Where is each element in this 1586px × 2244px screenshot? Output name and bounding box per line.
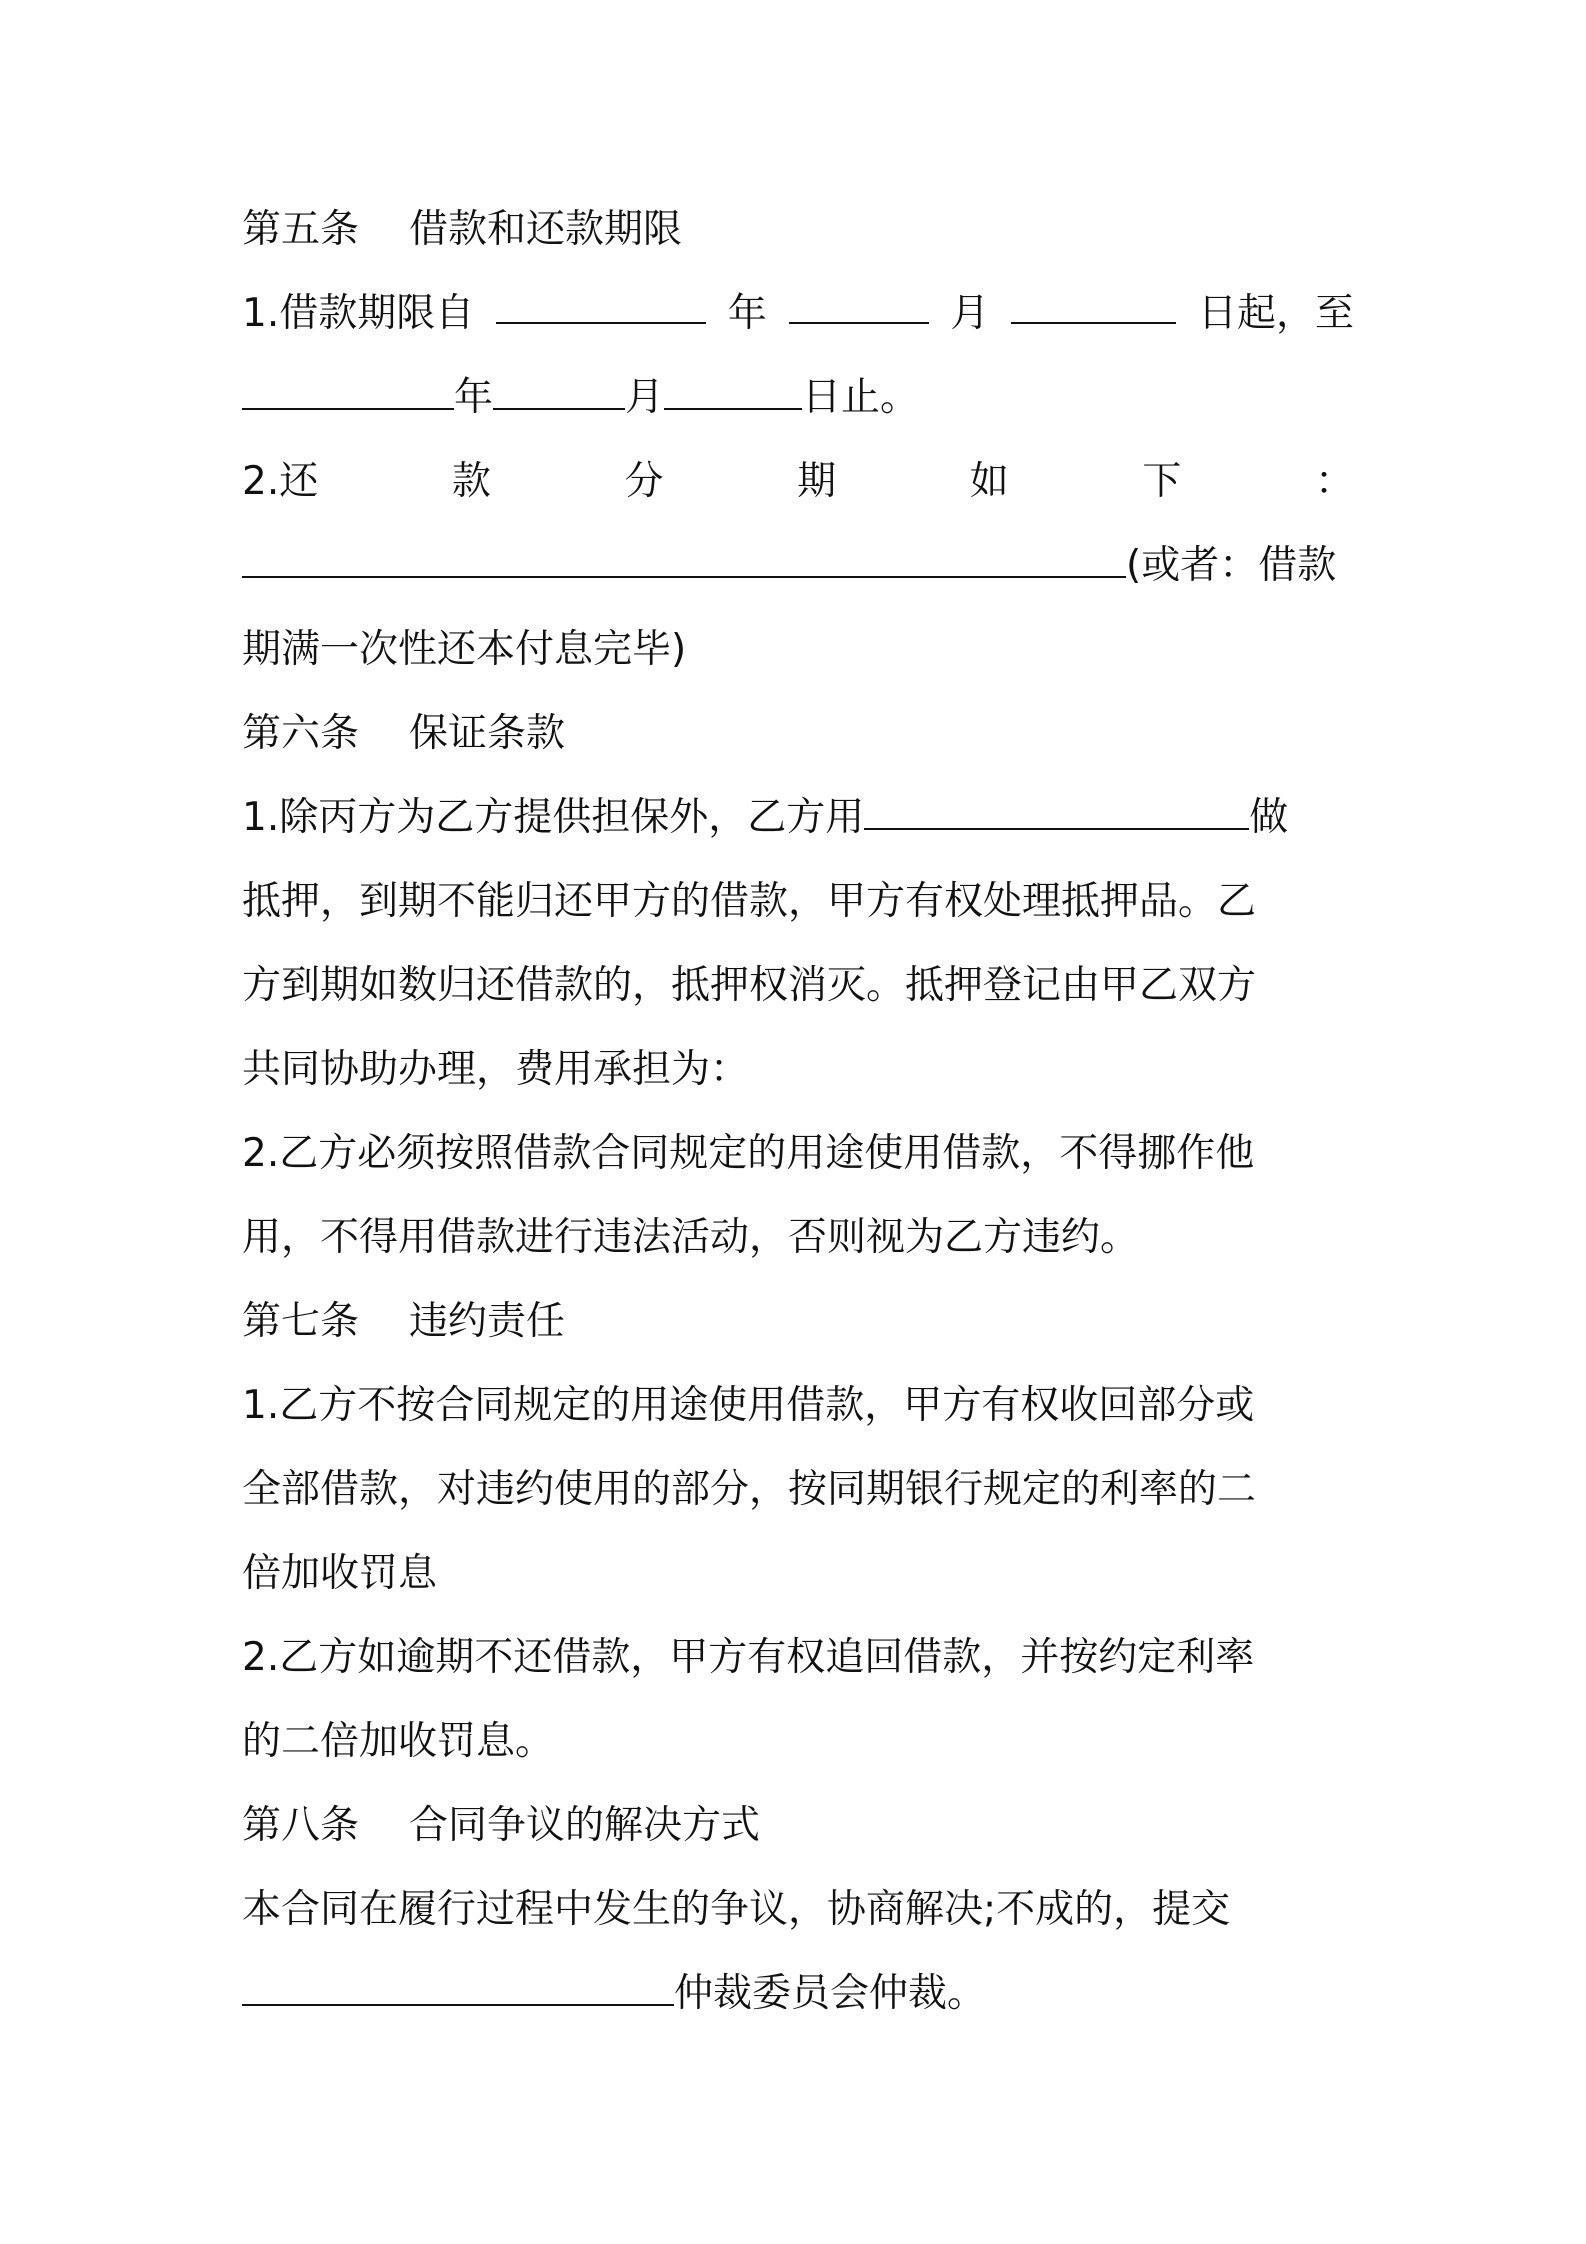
clause-text: 的二倍加收罚息。 <box>242 1719 555 1764</box>
article8-text-line2 <box>242 1952 1354 2036</box>
clause-text: 2.乙方必须按照借款合同规定的用途使用借款，不得挪作他 <box>242 1131 1255 1176</box>
article5-heading <box>242 188 1354 272</box>
clause-text: 倍加收罚息 <box>242 1551 438 1596</box>
article8-label: 第八条 <box>242 1803 360 1848</box>
clause-char: ： <box>1314 459 1354 504</box>
clause-text: 全部借款，对违约使用的部分，按同期银行规定的利率的二 <box>242 1467 1257 1512</box>
article7-clause2-line1 <box>242 1616 1354 1700</box>
clause-text: 1.乙方不按合同规定的用途使用借款，甲方有权收回部分或 <box>242 1383 1255 1428</box>
article6-heading <box>242 692 1354 776</box>
clause-text: 2.乙方如逾期不还借款，甲方有权追回借款，并按约定利率 <box>242 1635 1255 1680</box>
month-label: 月 <box>625 375 665 420</box>
article6-clause2-line1 <box>242 1112 1354 1196</box>
clause-char: 分 <box>624 459 664 504</box>
clause-char: 2.还 <box>242 459 319 504</box>
clause-prefix: 1.借款期限自 <box>242 291 475 336</box>
article5-clause2-line2 <box>242 524 1354 608</box>
article7-clause1-line3 <box>242 1532 1354 1616</box>
article6-title: 保证条款 <box>409 711 566 756</box>
year-label: 年 <box>727 291 767 336</box>
month-label: 月 <box>950 291 990 336</box>
clause-text: 抵押，到期不能归还甲方的借款，甲方有权处理抵押品。乙 <box>242 879 1257 924</box>
article7-title: 违约责任 <box>409 1299 566 1344</box>
start-year-blank <box>496 272 706 324</box>
day-end-label: 日止。 <box>802 375 920 420</box>
article6-clause1-line1 <box>242 776 1354 860</box>
article5-clause2-line1 <box>242 440 1354 524</box>
article5-clause1-line2 <box>242 356 1354 440</box>
end-day-blank <box>664 358 802 410</box>
day-start-label: 日起，至 <box>1197 291 1354 336</box>
clause-char: 下 <box>1142 459 1182 504</box>
article7-clause2-line2 <box>242 1700 1354 1784</box>
start-day-blank <box>1011 272 1176 324</box>
clause-suffix: 仲裁委员会仲裁。 <box>674 1971 987 2016</box>
clause-continuation: 期满一次性还本付息完毕) <box>242 627 687 672</box>
clause-char: 款 <box>451 459 491 504</box>
article6-clause1-line4 <box>242 1028 1354 1112</box>
article7-clause1-line2 <box>242 1448 1354 1532</box>
article6-clause2-line2 <box>242 1196 1354 1280</box>
contract-page <box>242 188 1354 2036</box>
article8-text-line1 <box>242 1868 1354 1952</box>
clause-text: 共同协助办理，费用承担为： <box>242 1047 750 1092</box>
article7-clause1-line1 <box>242 1364 1354 1448</box>
clause-suffix: (或者：借款 <box>1126 543 1337 588</box>
article5-label: 第五条 <box>242 207 360 252</box>
article5-clause2-line3 <box>242 608 1354 692</box>
article6-label: 第六条 <box>242 711 360 756</box>
collateral-blank <box>864 778 1249 830</box>
end-year-blank <box>242 358 454 410</box>
start-month-blank <box>789 272 929 324</box>
clause-suffix: 做 <box>1249 795 1289 840</box>
article5-clause1-line1 <box>242 272 1354 356</box>
clause-char: 期 <box>797 459 837 504</box>
end-month-blank <box>493 358 625 410</box>
year-label: 年 <box>454 375 494 420</box>
clause-text: 本合同在履行过程中发生的争议，协商解决;不成的，提交 <box>242 1887 1231 1932</box>
article6-clause1-line2 <box>242 860 1354 944</box>
article8-heading <box>242 1784 1354 1868</box>
article5-title: 借款和还款期限 <box>409 207 683 252</box>
clause-prefix: 1.除丙方为乙方提供担保外，乙方用 <box>242 795 865 840</box>
article7-label: 第七条 <box>242 1299 360 1344</box>
clause-text: 用，不得用借款进行违法活动，否则视为乙方违约。 <box>242 1215 1140 1260</box>
clause-char: 如 <box>969 459 1009 504</box>
arbitration-body-blank <box>242 1954 674 2006</box>
article8-title: 合同争议的解决方式 <box>409 1803 761 1848</box>
clause-text: 方到期如数归还借款的，抵押权消灭。抵押登记由甲乙双方 <box>242 963 1257 1008</box>
repayment-schedule-blank <box>242 526 1126 578</box>
article7-heading <box>242 1280 1354 1364</box>
article6-clause1-line3 <box>242 944 1354 1028</box>
